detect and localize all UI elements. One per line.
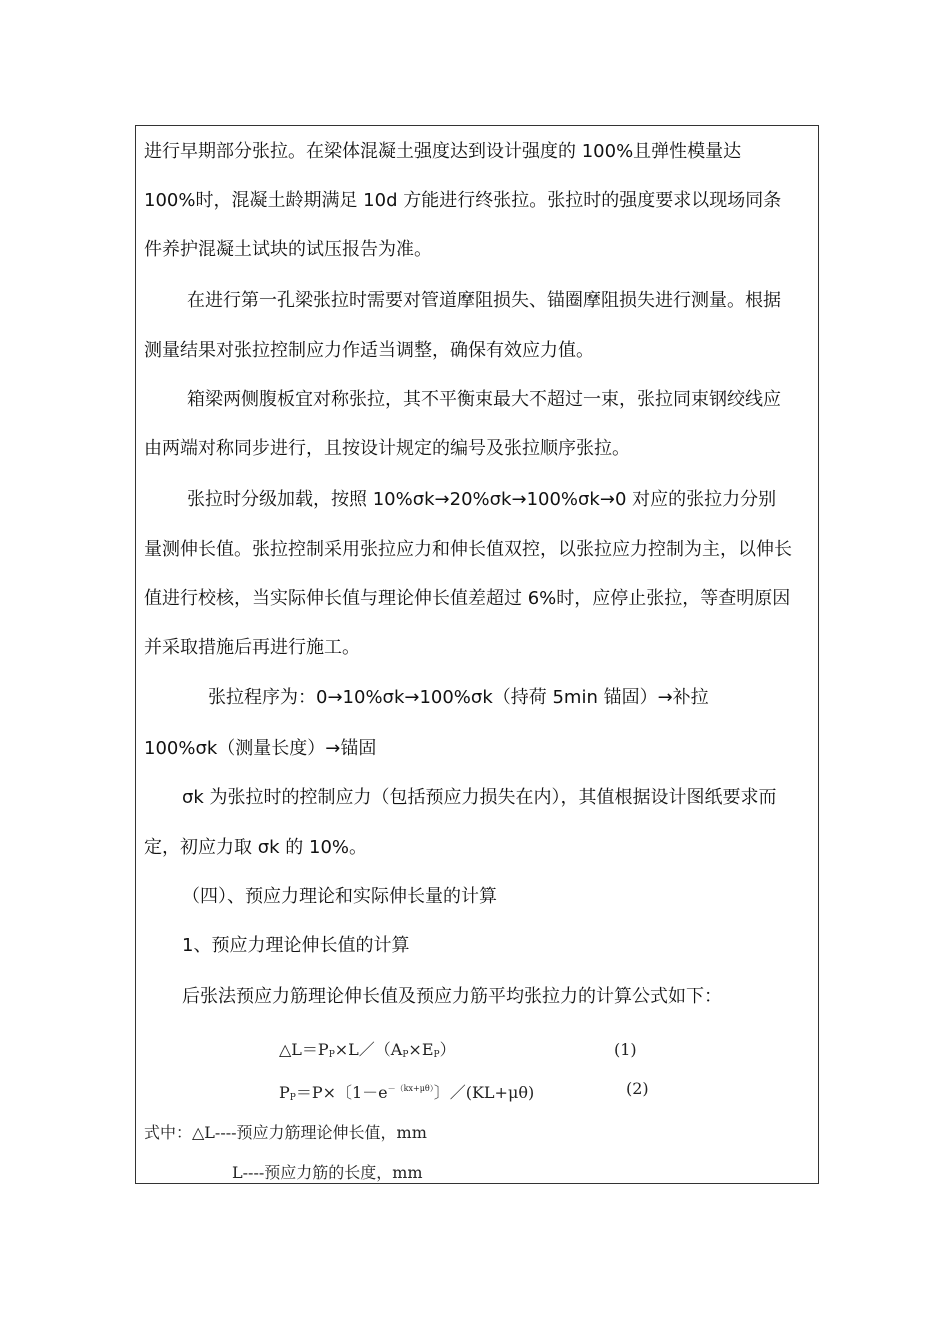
formula-2-number: (2) bbox=[626, 1079, 649, 1098]
formula-1: $\triangle L=P_P\times L/(A_P\times E_P)$ bbox=[279, 1040, 456, 1060]
section-heading: （四）、预应力理论和实际伸长量的计算 bbox=[182, 886, 497, 907]
paragraph-line: 并采取措施后再进行施工。 bbox=[144, 637, 360, 658]
paragraph-line: 100%σk（测量长度）→锚固 bbox=[144, 738, 377, 759]
definition-line: 式中：△L----预应力筋理论伸长值，mm bbox=[144, 1123, 427, 1142]
formula-1-number: (1) bbox=[614, 1040, 637, 1059]
paragraph-line: 箱梁两侧腹板宜对称张拉，其不平衡束最大不超过一束，张拉同束钢绞线应 bbox=[187, 389, 781, 410]
paragraph-line: 后张法预应力筋理论伸长值及预应力筋平均张拉力的计算公式如下： bbox=[182, 986, 722, 1007]
paragraph-line: 进行早期部分张拉。在梁体混凝土强度达到设计强度的 100%且弹性模量达 bbox=[144, 141, 742, 162]
paragraph-line: 测量结果对张拉控制应力作适当调整，确保有效应力值。 bbox=[144, 340, 594, 361]
subsection-heading: 1、预应力理论伸长值的计算 bbox=[182, 935, 410, 956]
paragraph-line: 值进行校核，当实际伸长值与理论伸长值差超过 6%时，应停止张拉，等查明原因 bbox=[144, 588, 791, 609]
definition-line: L----预应力筋的长度，mm bbox=[232, 1163, 423, 1182]
paragraph-line: 由两端对称同步进行，且按设计规定的编号及张拉顺序张拉。 bbox=[144, 438, 630, 459]
paragraph-line: 张拉时分级加载，按照 10%σk→20%σk→100%σk→0 对应的张拉力分别 bbox=[187, 489, 777, 510]
paragraph-line: 定，初应力取 σk 的 10%。 bbox=[144, 837, 368, 858]
paragraph-line: σk 为张拉时的控制应力（包括预应力损失在内），其值根据设计图纸要求而 bbox=[182, 787, 777, 808]
formula-2: $P_P=P\times$〔$1-e^{-(kx+\mu\theta)}$〕／(KL+μθ) bbox=[279, 1083, 535, 1103]
paragraph-line: 在进行第一孔梁张拉时需要对管道摩阻损失、锚圈摩阻损失进行测量。根据 bbox=[187, 290, 781, 311]
paragraph-line: 100%时，混凝土龄期满足 10d 方能进行终张拉。张拉时的强度要求以现场同条 bbox=[144, 190, 782, 211]
paragraph-line: 量测伸长值。张拉控制采用张拉应力和伸长值双控，以张拉应力控制为主，以伸长 bbox=[144, 539, 792, 560]
paragraph-line: 张拉程序为：0→10%σk→100%σk（持荷 5min 锚固）→补拉 bbox=[208, 687, 709, 708]
paragraph-line: 件养护混凝土试块的试压报告为准。 bbox=[144, 239, 432, 260]
